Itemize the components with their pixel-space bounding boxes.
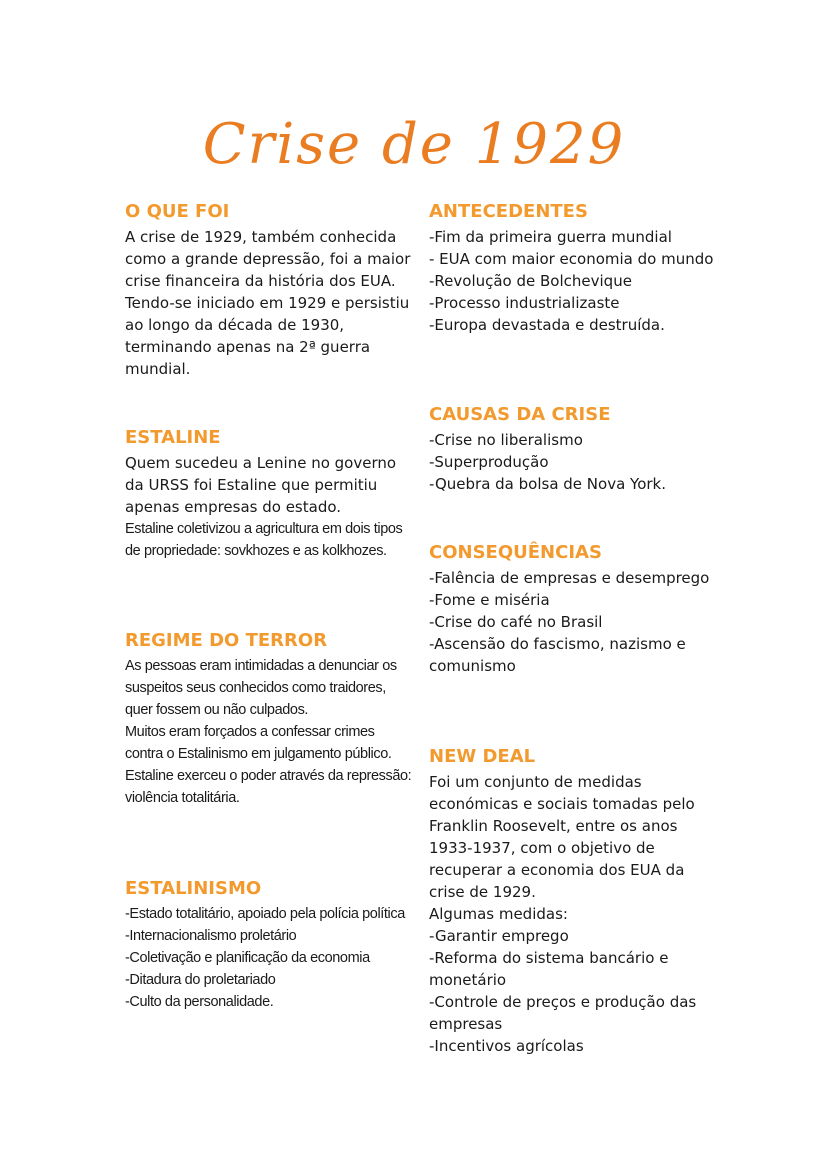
- list-item: -Ditadura do proletariado: [125, 972, 276, 988]
- list-item: -Crise do café no Brasil: [429, 613, 603, 631]
- section-heading: NEW DEAL: [429, 746, 536, 767]
- page-title: Crise de 1929: [202, 112, 626, 177]
- list-item: -Controle de preços e produção das empresas: [429, 993, 697, 1033]
- list-item: -Quebra da bolsa de Nova York.: [429, 475, 666, 493]
- list-item: -Reforma do sistema bancário e monetário: [429, 949, 669, 989]
- list-item: -Fome e miséria: [429, 591, 550, 609]
- list-item: -Incentivos agrícolas: [429, 1037, 584, 1055]
- section-new-deal: [429, 745, 719, 1057]
- list-item: - EUA com maior economia do mundo: [429, 250, 714, 268]
- list-item: -Processo industrializaste: [429, 294, 620, 312]
- section-antecedentes: [429, 200, 719, 336]
- section-heading: ESTALINISMO: [125, 878, 262, 899]
- section-causas: [429, 403, 719, 495]
- section-text: Estaline coletivizou a agricultura em dois tipos de propriedade: sovkhozes e as kolkhozes.: [125, 521, 403, 559]
- list-item: -Coletivação e planificação da economia: [125, 950, 370, 966]
- section-text: Foi um conjunto de medidas económicas e sociais tomadas pelo Franklin Roosevelt, entre os anos 1933-1937, com o objetivo de recuperar a economia dos EUA da crise de 1929.: [429, 773, 695, 901]
- list-item: -Revolução de Bolchevique: [429, 272, 632, 290]
- list-item: -Garantir emprego: [429, 927, 569, 945]
- list-item: -Fim da primeira guerra mundial: [429, 228, 672, 246]
- list-item: -Crise no liberalismo: [429, 431, 583, 449]
- section-heading: O QUE FOI: [125, 201, 230, 222]
- section-text: Muitos eram forçados a confessar crimes contra o Estalinismo em julgamento público.: [125, 724, 392, 762]
- section-text: Estaline exerceu o poder através da repressão: violência totalitária.: [125, 768, 412, 806]
- list-item: -Ascensão do fascismo, nazismo e comunismo: [429, 635, 686, 675]
- list-item: -Estado totalitário, apoiado pela polícia política: [125, 906, 405, 922]
- list-item: -Falência de empresas e desemprego: [429, 569, 710, 587]
- list-item: -Superprodução: [429, 453, 549, 471]
- list-item: -Culto da personalidade.: [125, 994, 274, 1010]
- section-heading: ESTALINE: [125, 427, 221, 448]
- section-heading: CONSEQUÊNCIAS: [429, 542, 602, 563]
- section-heading: REGIME DO TERROR: [125, 630, 328, 651]
- section-regime-do-terror: [125, 629, 415, 809]
- list-item: -Internacionalismo proletário: [125, 928, 297, 944]
- section-consequencias: [429, 541, 719, 677]
- section-estaline: [125, 426, 415, 562]
- section-subheading: Algumas medidas:: [429, 905, 568, 923]
- section-text: Quem sucedeu a Lenine no governo da URSS foi Estaline que permitiu apenas empresas do estado.: [125, 454, 397, 516]
- section-heading: ANTECEDENTES: [429, 201, 588, 222]
- section-text: As pessoas eram intimidadas a denunciar os suspeitos seus conhecidos como traidores, quer fossem ou não culpados.: [125, 658, 397, 718]
- section-o-que-foi: [125, 200, 415, 380]
- section-heading: CAUSAS DA CRISE: [429, 404, 611, 425]
- section-estalinismo: [125, 877, 415, 1013]
- section-text: A crise de 1929, também conhecida como a grande depressão, foi a maior crise financeira da história dos EUA. Tendo-se iniciado em 1929 e persistiu ao longo da década de 1930, terminando apenas na 2ª guerra mundial.: [125, 228, 411, 378]
- list-item: -Europa devastada e destruída.: [429, 316, 665, 334]
